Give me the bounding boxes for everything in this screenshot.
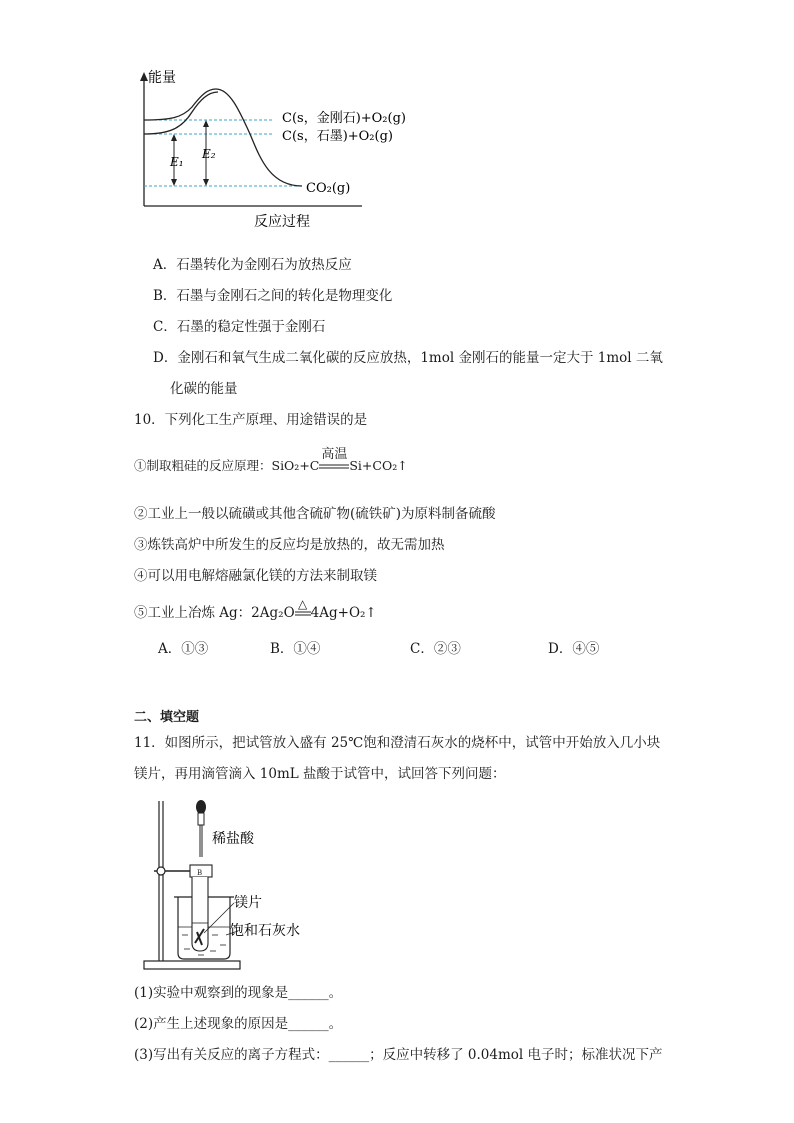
label-mg: 镁片 <box>234 895 262 911</box>
q10-item2: ②工业上一般以硫磺或其他含硫矿物(硫铁矿)为原料制备硫酸 <box>134 506 496 522</box>
q11-stem-line1: 11．如图所示，把试管放入盛有 25℃饱和澄清石灰水的烧杯中，试管中开始放入几小块 <box>134 735 661 751</box>
q10-item5 <box>134 596 377 623</box>
q10-item5-prefix: ⑤工业上冶炼 Ag：2Ag₂O <box>134 605 295 621</box>
q9-option-d-line2: 化碳的能量 <box>170 381 238 397</box>
q10-item4: ④可以用电解熔融氯化镁的方法来制取镁 <box>134 568 377 584</box>
y-axis-label: 能量 <box>148 70 176 86</box>
q11-sub3: (3)写出有关反应的离子方程式：______；反应中转移了 0.04mol 电子时；标准状况下产 <box>134 1047 663 1063</box>
q10-option-c: C．②③ <box>410 641 461 657</box>
q10-option-a: A．①③ <box>158 641 209 657</box>
q10-option-b: B．①④ <box>270 641 321 657</box>
label-diamond: C(s，金刚石)+O₂(g) <box>282 111 406 126</box>
label-graphite: C(s，石墨)+O₂(g) <box>282 129 393 144</box>
label-e2: E₂ <box>202 147 216 161</box>
q10-item1-suffix: Si+CO₂↑ <box>349 458 408 473</box>
q9-option-d-line1: D．金刚石和氧气生成二氧化碳的反应放热，1mol 金刚石的能量一定大于 1mol 二氧 <box>153 350 663 366</box>
q10-item1-prefix: ①制取粗硅的反应原理：SiO₂+C <box>134 458 320 473</box>
q10-item5-condition: △ <box>298 596 308 611</box>
x-axis-label: 反应过程 <box>254 214 310 230</box>
label-acid: 稀盐酸 <box>212 831 254 847</box>
label-product: CO₂(g) <box>306 181 351 196</box>
label-e1: E₁ <box>170 155 184 169</box>
reaction-arrow <box>319 446 349 471</box>
q11-stem-line2: 镁片，再用滴管滴入 10mL 盐酸于试管中，试回答下列问题： <box>134 766 506 782</box>
q9-option-c: C．石墨的稳定性强于金刚石 <box>153 319 326 335</box>
q10-stem: 10．下列化工生产原理、用途错误的是 <box>134 412 368 428</box>
q10-option-d: D．④⑤ <box>548 641 600 657</box>
q9-option-b: B．石墨与金刚石之间的转化是物理变化 <box>153 288 393 304</box>
apparatus-figure <box>140 795 320 975</box>
q10-item1-condition: 高温 <box>321 446 348 462</box>
q10-item5-suffix: 4Ag+O₂↑ <box>310 605 377 621</box>
svg-text:B: B <box>197 869 203 877</box>
label-limewater: 饱和石灰水 <box>230 923 300 939</box>
q9-option-a: A．石墨转化为金刚石为放热反应 <box>153 257 352 273</box>
q10-item1 <box>134 446 408 476</box>
section-title: 二、填空题 <box>134 710 200 725</box>
energy-diagram <box>130 62 430 234</box>
q11-sub1: (1)实验中观察到的现象是______。 <box>134 985 343 1001</box>
reaction-arrow <box>295 596 311 618</box>
q11-sub2: (2)产生上述现象的原因是______。 <box>134 1016 343 1032</box>
q10-item3: ③炼铁高炉中所发生的反应均是放热的，故无需加热 <box>134 537 445 553</box>
